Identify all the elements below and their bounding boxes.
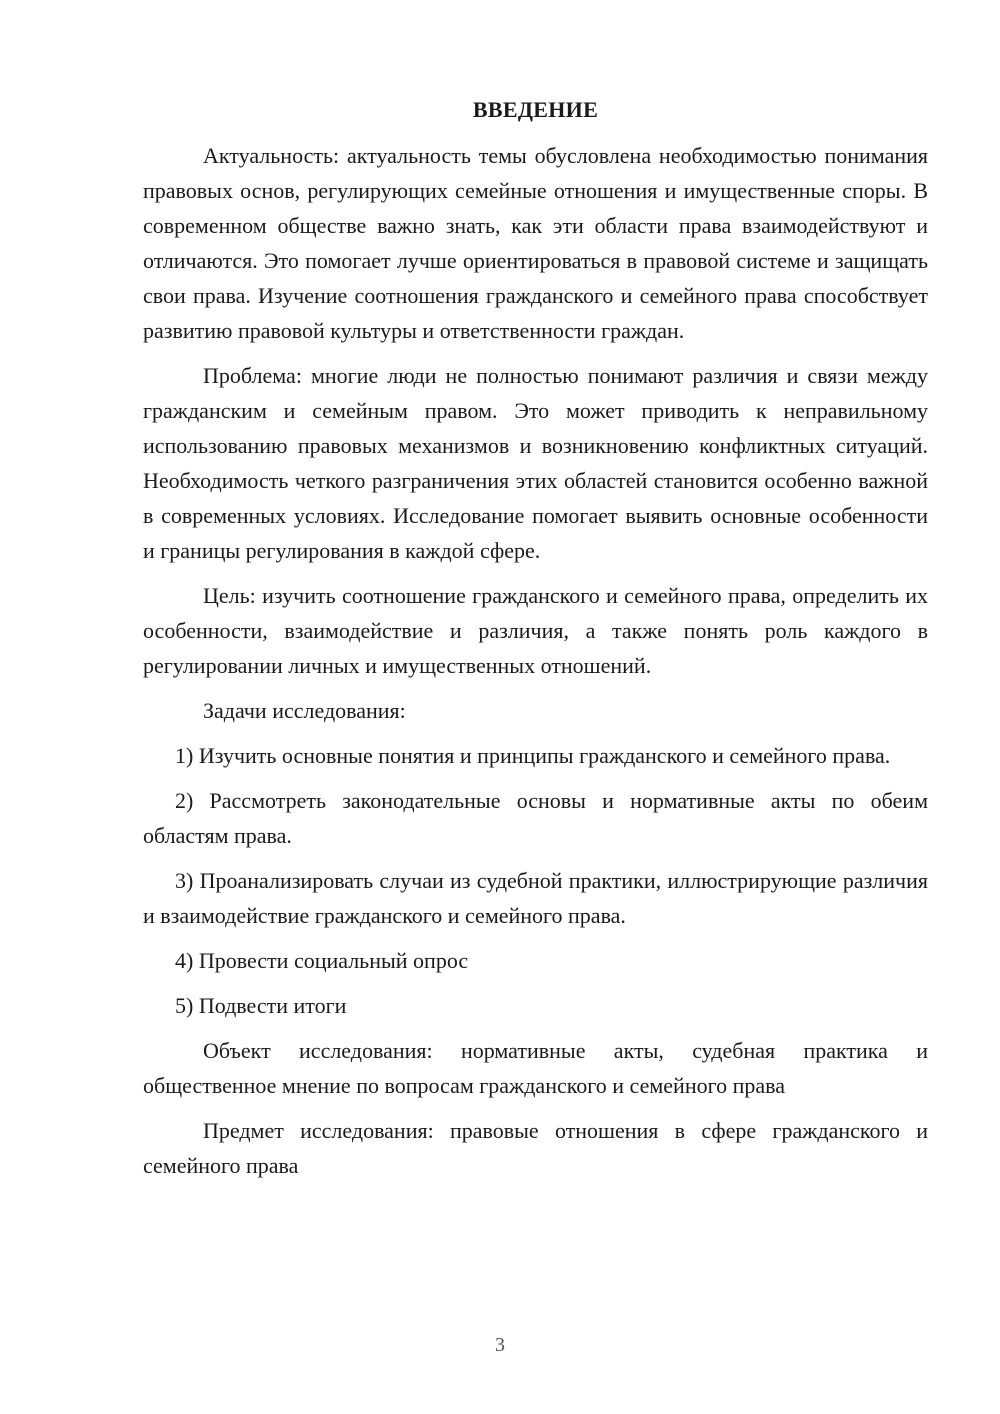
document-page <box>143 92 928 1193</box>
list-item: 1) Изучить основные понятия и принципы гражданского и семейного права. <box>175 743 891 768</box>
list-item: 4) Провести социальный опрос <box>175 948 469 973</box>
list-item: 2) Рассмотреть законодательные основы и нормативные акты по обеим областям права. <box>143 788 928 848</box>
tasks-title: Задачи исследования: <box>203 698 406 723</box>
page-number: 3 <box>495 1334 505 1356</box>
problem-paragraph: Проблема: многие люди не полностью понимают различия и связи между гражданским и семейным правом. Это может приводить к неправильному использованию правовых механизмов и возникновению конфликтных ситуаций. Необходимость четкого разграничения этих областей становится особенно важной в современных условиях. Исследование помогает выявить основные особенности и границы регулирования в каждой сфере. <box>143 363 928 563</box>
object-paragraph: Объект исследования: нормативные акты, судебная практика и общественное мнение по вопросам гражданского и семейного права <box>143 1038 928 1098</box>
relevance-paragraph: Актуальность: актуальность темы обусловлена необходимостью понимания правовых основ, регулирующих семейные отношения и имущественные споры. В современном обществе важно знать, как эти области права взаимодействуют и отличаются. Это помогает лучше ориентироваться в правовой системе и защищать свои права. Изучение соотношения гражданского и семейного права способствует развитию правовой культуры и ответственности граждан. <box>143 143 928 343</box>
subject-paragraph: Предмет исследования: правовые отношения в сфере гражданского и семейного права <box>143 1118 928 1178</box>
list-item: 3) Проанализировать случаи из судебной практики, иллюстрирующие различия и взаимодействие гражданского и семейного права. <box>143 868 928 928</box>
list-item: 5) Подвести итоги <box>175 993 347 1018</box>
goal-paragraph: Цель: изучить соотношение гражданского и семейного права, определить их особенности, взаимодействие и различия, а также понять роль каждого в регулировании личных и имущественных отношений. <box>143 583 928 678</box>
page-title: ВВЕДЕНИЕ <box>472 97 599 122</box>
tasks-list <box>143 738 928 1023</box>
